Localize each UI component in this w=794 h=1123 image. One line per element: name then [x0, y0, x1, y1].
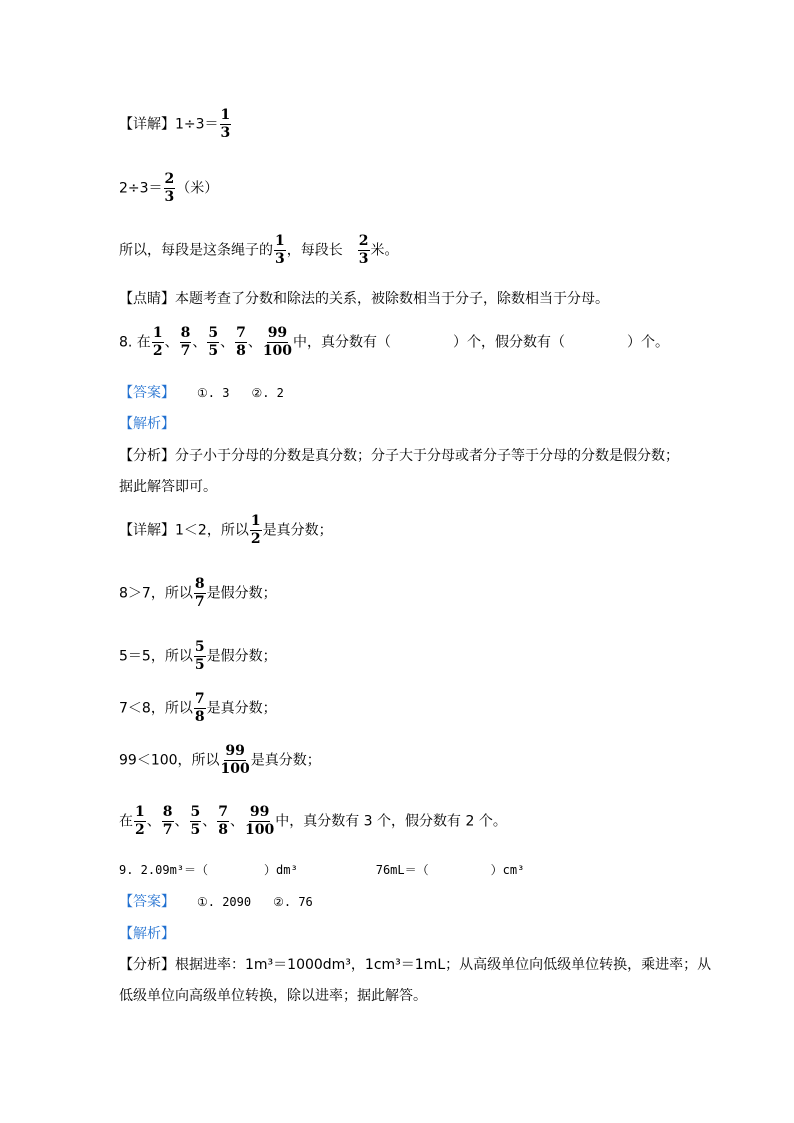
numerator: 2 — [164, 171, 175, 187]
denominator: 3 — [164, 189, 175, 205]
detail-text: 是假分数； — [206, 585, 277, 602]
denominator: 100 — [262, 343, 293, 359]
question-text: ）个。 — [627, 334, 670, 351]
analysis-text-1: 【分析】分子小于分母的分数是真分数；分子大于分母或者分子等于分母的分数是假分数； — [119, 448, 679, 464]
numerator: 1 — [275, 233, 285, 249]
fraction — [152, 326, 164, 359]
question-text: 76mL＝（ — [375, 863, 429, 877]
fraction — [250, 514, 262, 547]
numerator: 1 — [250, 513, 261, 529]
detail-line-2 — [119, 172, 218, 205]
denominator: 5 — [208, 343, 219, 359]
detail-text: 是假分数； — [206, 648, 277, 665]
answer-value-2: ②. 76 — [273, 895, 313, 909]
denominator: 8 — [236, 343, 246, 359]
detail-row — [119, 577, 277, 610]
detail-text: 5＝5，所以 — [119, 648, 193, 665]
unit-text: （米） — [176, 180, 219, 197]
answer-tag: 【答案】 — [119, 385, 175, 401]
analysis-text-1: 【分析】根据进率：1m³＝1000dm³，1cm³＝1mL；从高级单位向低级单位转换，乘进率；从 — [119, 957, 712, 973]
detail-row — [119, 640, 277, 673]
separator: 、 — [174, 813, 189, 830]
separator: 、 — [230, 813, 244, 830]
denominator: 100 — [245, 822, 275, 838]
numerator: 8 — [162, 804, 173, 820]
denominator: 7 — [180, 343, 191, 359]
numerator: 1 — [135, 804, 145, 820]
question-text: 中，真分数有（ — [293, 334, 392, 351]
separator: 、 — [146, 813, 161, 830]
conclusion-text: 中，真分数有 3 个，假分数有 2 个。 — [275, 813, 507, 830]
denominator: 3 — [275, 251, 285, 267]
detail-line-1 — [119, 108, 232, 141]
numerator: 5 — [208, 325, 219, 341]
detail-text: 99＜100，所以 — [119, 752, 220, 769]
detail-text: 是真分数； — [262, 522, 333, 539]
numerator: 8 — [180, 325, 191, 341]
analysis-tag: 【解析】 — [119, 926, 175, 942]
fraction — [194, 577, 206, 610]
detail-text: 是真分数； — [206, 700, 277, 717]
numerator: 8 — [194, 576, 205, 592]
answer-tag: 【答案】 — [119, 894, 175, 910]
detail-text: ，每段长 — [286, 242, 343, 259]
numerator: 1 — [220, 107, 231, 123]
separator: 、 — [247, 334, 262, 351]
fraction — [245, 805, 274, 838]
numerator: 99 — [267, 325, 288, 341]
conclusion-text: 在 — [119, 813, 133, 830]
separator: 、 — [192, 334, 207, 351]
fraction — [235, 326, 247, 359]
denominator: 7 — [162, 822, 173, 838]
fraction — [180, 326, 192, 359]
numerator: 99 — [225, 743, 245, 759]
fraction — [221, 744, 250, 777]
detail-row — [119, 744, 321, 777]
denominator: 100 — [220, 761, 250, 777]
denominator: 2 — [250, 531, 261, 547]
fraction — [190, 805, 202, 838]
numerator: 5 — [190, 804, 201, 820]
fraction — [220, 108, 232, 141]
fraction — [164, 172, 176, 205]
answer-value-2: ②. 2 — [251, 386, 284, 400]
question-8 — [119, 326, 669, 359]
question-number: 8. 在 — [119, 334, 151, 351]
fraction — [358, 234, 370, 267]
question-text: ）cm³ — [490, 863, 525, 877]
denominator: 2 — [152, 343, 163, 359]
separator: 、 — [202, 813, 217, 830]
question-9 — [119, 862, 524, 878]
separator: 、 — [220, 334, 235, 351]
numerator: 99 — [249, 804, 270, 820]
denominator: 3 — [220, 125, 231, 141]
denominator: 7 — [194, 594, 205, 610]
question-text: ）个，假分数有（ — [453, 334, 566, 351]
question-text: ）dm³ — [264, 863, 298, 877]
denominator: 5 — [194, 657, 205, 673]
conclusion-row — [119, 805, 507, 838]
analysis-text-2: 据此解答即可。 — [119, 479, 217, 495]
answer-value-1: ①. 3 — [197, 386, 230, 400]
detail-text: 是真分数； — [250, 752, 321, 769]
detail-text: 2÷3＝ — [119, 180, 163, 197]
detail-line-3 — [119, 234, 399, 267]
point-text: 【点睛】本题考查了分数和除法的关系，被除数相当于分子，除数相当于分母。 — [119, 291, 609, 307]
fraction — [162, 805, 174, 838]
analysis-tag: 【解析】 — [119, 416, 175, 432]
numerator: 7 — [194, 691, 205, 707]
question-text: 9. 2.09m³＝（ — [119, 863, 209, 877]
numerator: 5 — [194, 639, 205, 655]
numerator: 1 — [152, 325, 163, 341]
fraction — [263, 326, 292, 359]
fraction — [217, 805, 229, 838]
denominator: 5 — [190, 822, 201, 838]
analysis-text-2: 低级单位向高级单位转换，除以进率；据此解答。 — [119, 988, 427, 1004]
separator: 、 — [164, 334, 179, 351]
answer-row — [119, 894, 313, 910]
fraction — [274, 234, 286, 267]
denominator: 8 — [194, 709, 205, 725]
detail-text: 8＞7，所以 — [119, 585, 193, 602]
fraction — [134, 805, 146, 838]
detail-text: 【详解】1÷3＝ — [119, 116, 219, 133]
detail-row — [119, 514, 333, 547]
denominator: 2 — [135, 822, 145, 838]
detail-row — [119, 692, 277, 725]
answer-value-1: ①. 2090 — [197, 895, 252, 909]
fraction — [194, 692, 206, 725]
fraction — [207, 326, 219, 359]
detail-text: 所以，每段是这条绳子的 — [119, 242, 273, 259]
denominator: 3 — [358, 251, 369, 267]
detail-text: 7＜8，所以 — [119, 700, 193, 717]
numerator: 7 — [218, 804, 228, 820]
numerator: 2 — [358, 233, 369, 249]
fraction — [194, 640, 206, 673]
detail-text: 米。 — [370, 242, 399, 259]
answer-row — [119, 385, 284, 401]
numerator: 7 — [236, 325, 246, 341]
denominator: 8 — [218, 822, 228, 838]
detail-text: 【详解】1＜2，所以 — [119, 522, 249, 539]
